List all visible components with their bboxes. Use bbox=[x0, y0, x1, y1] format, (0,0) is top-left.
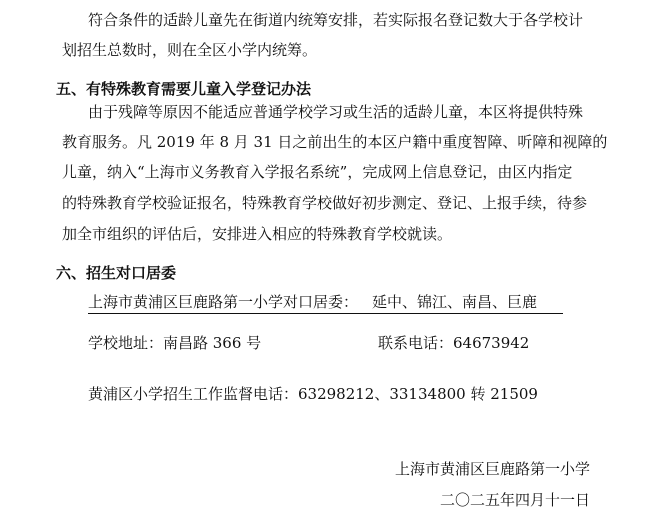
section-5-line-2: 教育服务。凡 2019 年 8 月 31 日之前出生的本区户籍中重度智障、听障和视障的 bbox=[62, 133, 608, 151]
section-6-heading: 六、招生对口居委 bbox=[56, 264, 177, 282]
section-5-line-4: 的特殊教育学校验证报名，特殊教育学校做好初步测定、登记、上报手续，待参 bbox=[62, 194, 588, 212]
supervision-phone: 黄浦区小学招生工作监督电话：63298212、33134800 转 21509 bbox=[88, 385, 538, 403]
section-5-line-3: 儿童，纳入“上海市义务教育入学报名系统”，完成网上信息登记，由区内指定 bbox=[62, 163, 573, 181]
intro-line-1: 符合条件的适龄儿童先在街道内统筹安排，若实际报名登记数大于各学校计 bbox=[88, 11, 584, 29]
contact-phone: 联系电话：64673942 bbox=[378, 334, 530, 352]
committee-label: 上海市黄浦区巨鹿路第一小学对口居委： bbox=[88, 293, 358, 314]
committee-line bbox=[88, 292, 563, 312]
intro-line-2: 划招生总数时，则在全区小学内统筹。 bbox=[62, 41, 318, 59]
section-5-line-5: 加全市组织的评估后，安排进入相应的特殊教育学校就读。 bbox=[62, 225, 453, 243]
signature-date: 二〇二五年四月十一日 bbox=[440, 491, 591, 509]
section-5-line-1: 由于残障等原因不能适应普通学校学习或生活的适龄儿童，本区将提供特殊 bbox=[88, 103, 584, 121]
signature-school: 上海市黄浦区巨鹿路第一小学 bbox=[395, 460, 591, 478]
committee-values: 延中、锦江、南昌、巨鹿 bbox=[358, 293, 563, 314]
section-5-heading: 五、有特殊教育需要儿童入学登记办法 bbox=[56, 80, 312, 98]
school-address: 学校地址：南昌路 366 号 bbox=[88, 334, 262, 352]
